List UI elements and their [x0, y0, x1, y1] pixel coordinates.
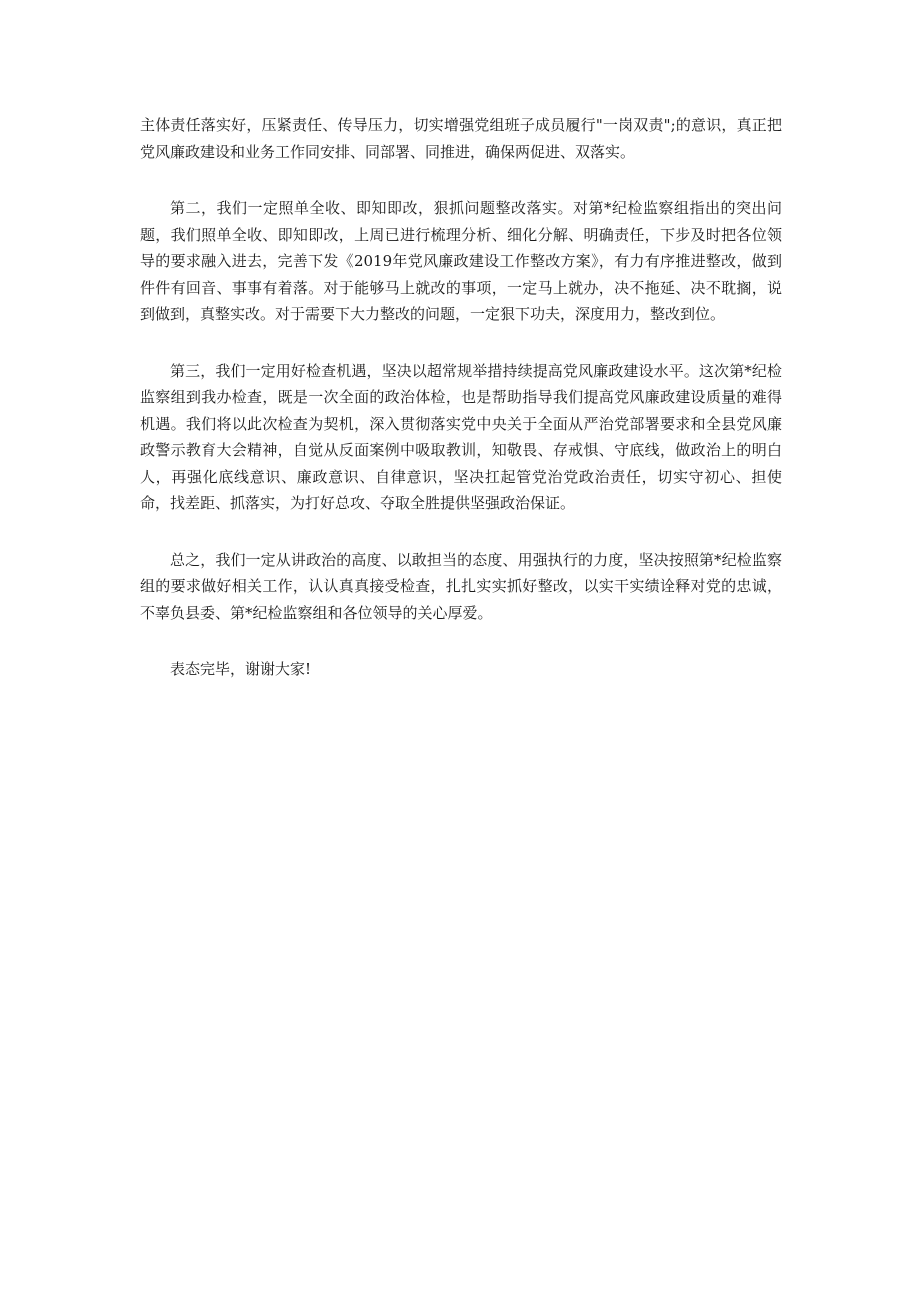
paragraph-second: 第二，我们一定照单全收、即知即改，狠抓问题整改落实。对第*纪检监察组指出的突出问题，我们照单全收、即知即改，上周已进行梳理分析、细化分解、明确责任，下步及时把各位领导的要求融入进去，完善下发《2019年党风廉政建设工作整改方案》，有力有序推进整改，做到件件有回音、事事有着落。对于能够马上就改的事项，一定马上就办，决不拖延、决不耽搁，说到做到，真整实改。对于需要下大力整改的问题，一定狠下功夫，深度用力，整改到位。 — [140, 199, 782, 323]
paragraph-third: 第三，我们一定用好检查机遇，坚决以超常规举措持续提高党风廉政建设水平。这次第*纪检监察组到我办检查，既是一次全面的政治体检，也是帮助指导我们提高党风廉政建设质量的难得机遇。我们将以此次检查为契机，深入贯彻落实党中央关于全面从严治党部署要求和全县党风廉政警示教育大会精神，自觉从反面案例中吸取教训，知敬畏、存戒惧、守底线，做政治上的明白人，再强化底线意识、廉政意识、自律意识，坚决扛起管党治党政治责任，切实守初心、担使命，找差距、抓落实，为打好总攻、夺取全胜提供坚强政治保证。 — [140, 361, 782, 512]
document-body — [140, 112, 782, 713]
paragraph-conclusion: 总之，我们一定从讲政治的高度、以敢担当的态度、用强执行的力度，坚决按照第*纪检监察组的要求做好相关工作，认认真真接受检查，扎扎实实抓好整改，以实干实绩诠释对党的忠诚，不辜负县委、第*纪检监察组和各位领导的关心厚爱。 — [140, 550, 782, 622]
paragraph-closing: 表态完毕，谢谢大家! — [170, 660, 312, 678]
paragraph-continued: 主体责任落实好，压紧责任、传导压力，切实增强党组班子成员履行"一岗双责";的意识，真正把党风廉政建设和业务工作同安排、同部署、同推进，确保两促进、双落实。 — [140, 116, 782, 161]
